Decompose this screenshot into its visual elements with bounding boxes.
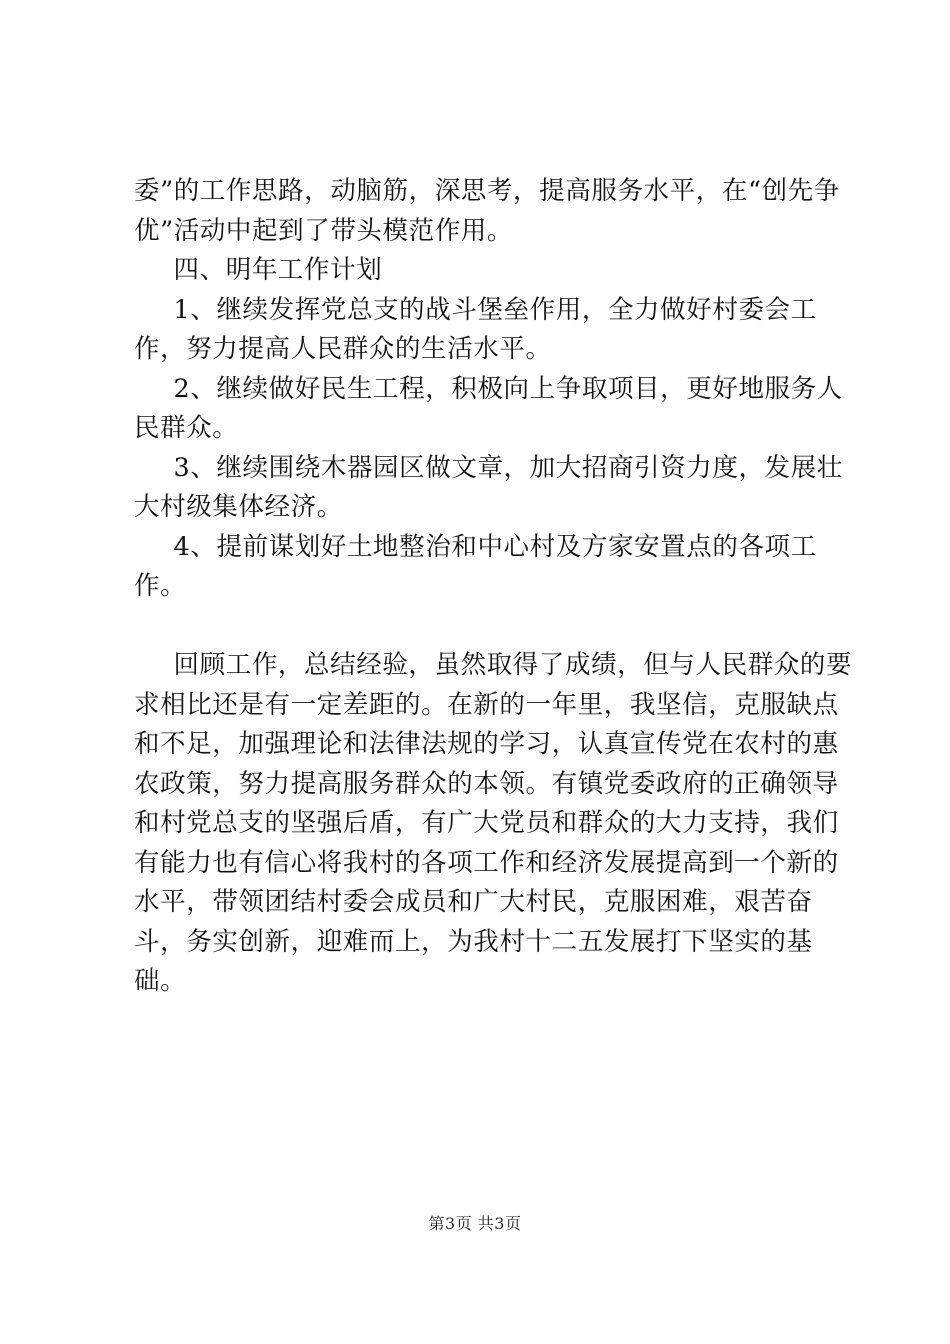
document-body bbox=[134, 172, 854, 1002]
paragraph-continuation: 委”的工作思路，动脑筋，深思考，提高服务水平，在“创先争优”活动中起到了带头模范作用。 bbox=[134, 176, 840, 246]
section-heading-next-year-plan: 四、明年工作计划 bbox=[173, 255, 383, 285]
page-footer: 第3页 共3页 bbox=[428, 1214, 522, 1233]
plan-item-4: 4、提前谋划好土地整治和中心村及方家安置点的各项工作。 bbox=[134, 531, 817, 601]
paragraph-spacer bbox=[134, 607, 854, 647]
plan-item-2: 2、继续做好民生工程，积极向上争取项目，更好地服务人民群众。 bbox=[134, 373, 843, 443]
plan-item-3: 3、继续围绕木器园区做文章，加大招商引资力度，发展壮大村级集体经济。 bbox=[134, 452, 843, 522]
plan-item-1: 1、继续发挥党总支的战斗堡垒作用，全力做好村委会工作，努力提高人民群众的生活水平。 bbox=[134, 294, 817, 364]
paragraph-conclusion: 回顾工作，总结经验，虽然取得了成绩，但与人民群众的要求相比还是有一定差距的。在新的一年里，我坚信，克服缺点和不足，加强理论和法律法规的学习，认真宣传党在农村的惠农政策，努力提高服务群众的本领。有镇党委政府的正确领导和村党总支的坚强后盾，有广大党员和群众的大力支持，我们有能力也有信心将我村的各项工作和经济发展提高到一个新的水平，带领团结村委会成员和广大村民，克服困难，艰苦奋斗，务实创新，迎难而上，为我村十二五发展打下坚实的基础。 bbox=[134, 650, 853, 996]
